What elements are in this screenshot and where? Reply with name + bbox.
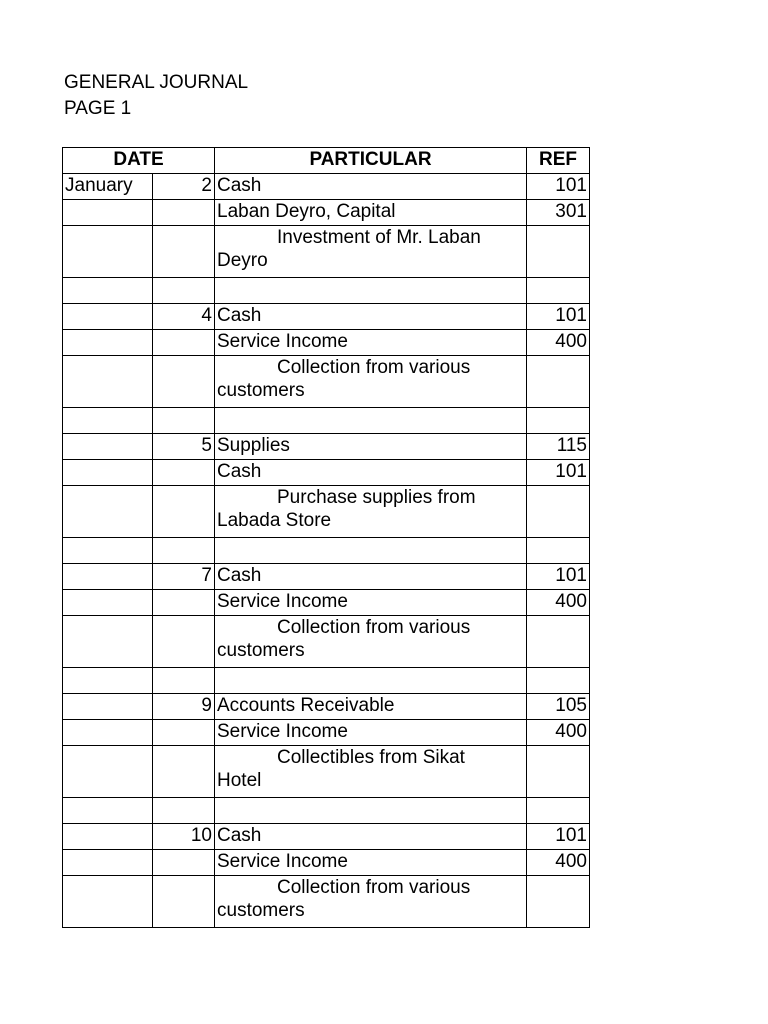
empty-cell — [63, 200, 153, 226]
credit-account-cell: Service Income — [215, 850, 527, 876]
description-cell — [215, 616, 527, 668]
empty-cell — [63, 824, 153, 850]
description-line: Purchase supplies from — [277, 487, 476, 508]
description-line: customers — [217, 380, 305, 401]
day-cell: 10 — [153, 824, 215, 850]
journal-header — [64, 70, 248, 122]
empty-cell — [527, 876, 590, 928]
blank-row — [63, 538, 590, 564]
table-row — [63, 720, 590, 746]
general-journal-table — [62, 147, 590, 928]
table-row — [63, 590, 590, 616]
table-row — [63, 746, 590, 798]
debit-account-cell: Cash — [215, 564, 527, 590]
table-header-row — [63, 148, 590, 174]
empty-cell — [153, 590, 215, 616]
description-line: Investment of Mr. Laban — [277, 227, 481, 248]
journal-title: GENERAL JOURNAL — [64, 72, 249, 93]
day-cell: 5 — [153, 434, 215, 460]
empty-cell — [527, 746, 590, 798]
description-line: customers — [217, 640, 305, 661]
day-cell: 2 — [153, 174, 215, 200]
table-row — [63, 460, 590, 486]
description-line: Labada Store — [217, 510, 332, 531]
description-line: Collection from various — [277, 877, 471, 898]
empty-cell — [63, 590, 153, 616]
empty-cell — [153, 876, 215, 928]
description-cell — [215, 876, 527, 928]
empty-cell — [153, 226, 215, 278]
credit-account-cell: Cash — [215, 460, 527, 486]
empty-cell — [63, 746, 153, 798]
empty-cell — [153, 486, 215, 538]
ref-column-header: REF — [527, 148, 590, 174]
blank-row — [63, 408, 590, 434]
empty-cell — [153, 850, 215, 876]
table-row — [63, 174, 590, 200]
empty-cell — [153, 746, 215, 798]
empty-cell — [63, 356, 153, 408]
credit-account-cell: Service Income — [215, 330, 527, 356]
blank-row — [63, 668, 590, 694]
credit-account-cell: Service Income — [215, 590, 527, 616]
table-row — [63, 356, 590, 408]
table-row — [63, 876, 590, 928]
description-cell — [215, 226, 527, 278]
table-row — [63, 616, 590, 668]
debit-account-cell: Cash — [215, 304, 527, 330]
empty-cell — [153, 200, 215, 226]
month-cell: January — [63, 174, 153, 200]
empty-cell — [63, 564, 153, 590]
debit-ref-cell: 115 — [527, 434, 590, 460]
empty-cell — [153, 460, 215, 486]
description-line: Collection from various — [277, 617, 471, 638]
empty-cell — [153, 356, 215, 408]
empty-cell — [63, 876, 153, 928]
credit-account-cell: Laban Deyro, Capital — [215, 200, 527, 226]
blank-row — [63, 278, 590, 304]
empty-cell — [63, 486, 153, 538]
table-row — [63, 694, 590, 720]
table-row — [63, 850, 590, 876]
debit-ref-cell: 101 — [527, 174, 590, 200]
debit-account-cell: Cash — [215, 824, 527, 850]
description-line: Hotel — [217, 770, 262, 791]
description-line: Collection from various — [277, 357, 471, 378]
description-cell — [215, 356, 527, 408]
table-row — [63, 304, 590, 330]
credit-account-cell: Service Income — [215, 720, 527, 746]
description-line: Collectibles from Sikat — [277, 747, 465, 768]
empty-cell — [63, 850, 153, 876]
table-row — [63, 824, 590, 850]
day-cell: 4 — [153, 304, 215, 330]
credit-ref-cell: 301 — [527, 200, 590, 226]
description-cell — [215, 486, 527, 538]
credit-ref-cell: 400 — [527, 720, 590, 746]
debit-account-cell: Supplies — [215, 434, 527, 460]
empty-cell — [63, 616, 153, 668]
debit-ref-cell: 105 — [527, 694, 590, 720]
debit-ref-cell: 101 — [527, 564, 590, 590]
empty-cell — [527, 486, 590, 538]
day-cell: 7 — [153, 564, 215, 590]
credit-ref-cell: 101 — [527, 460, 590, 486]
day-cell: 9 — [153, 694, 215, 720]
empty-cell — [63, 460, 153, 486]
debit-account-cell: Accounts Receivable — [215, 694, 527, 720]
empty-cell — [527, 226, 590, 278]
empty-cell — [63, 434, 153, 460]
debit-account-cell: Cash — [215, 174, 527, 200]
date-column-header: DATE — [63, 148, 215, 174]
description-line: customers — [217, 900, 305, 921]
empty-cell — [527, 616, 590, 668]
table-row — [63, 564, 590, 590]
empty-cell — [153, 330, 215, 356]
table-row — [63, 434, 590, 460]
debit-ref-cell: 101 — [527, 824, 590, 850]
credit-ref-cell: 400 — [527, 850, 590, 876]
credit-ref-cell: 400 — [527, 590, 590, 616]
empty-cell — [153, 720, 215, 746]
empty-cell — [63, 330, 153, 356]
empty-cell — [63, 720, 153, 746]
empty-cell — [153, 616, 215, 668]
table-row — [63, 486, 590, 538]
empty-cell — [63, 226, 153, 278]
empty-cell — [63, 304, 153, 330]
page-number: PAGE 1 — [64, 98, 132, 119]
credit-ref-cell: 400 — [527, 330, 590, 356]
debit-ref-cell: 101 — [527, 304, 590, 330]
description-line: Deyro — [217, 250, 268, 271]
description-cell — [215, 746, 527, 798]
table-row — [63, 200, 590, 226]
blank-row — [63, 798, 590, 824]
table-row — [63, 330, 590, 356]
table-row — [63, 226, 590, 278]
empty-cell — [527, 356, 590, 408]
particular-column-header: PARTICULAR — [215, 148, 527, 174]
empty-cell — [63, 694, 153, 720]
